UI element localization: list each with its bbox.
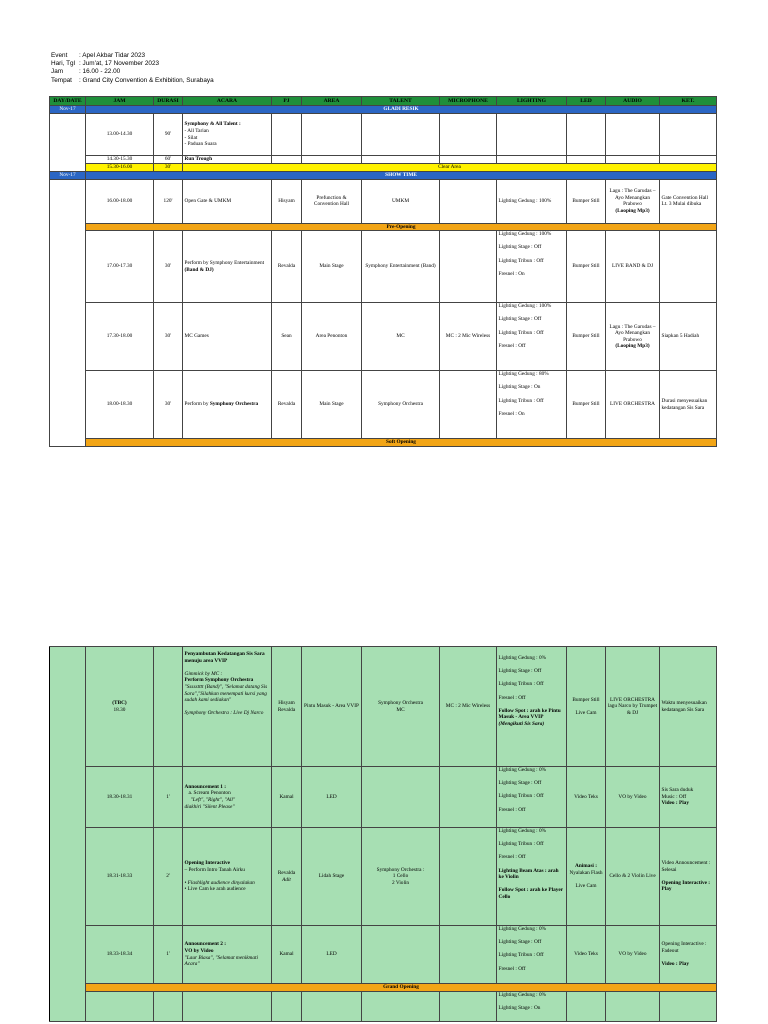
table-row: 15.30-16.00 30' Clear Area bbox=[50, 163, 717, 171]
event-value: : Apel Akbar Tidar 2023 bbox=[79, 52, 146, 59]
col-audio: AUDIO bbox=[606, 97, 660, 106]
day-cell: Nov-17 bbox=[50, 106, 86, 114]
col-jam: JAM bbox=[86, 97, 154, 106]
section-row: Nov-17 SHOW TIME bbox=[50, 171, 717, 179]
section-title: GLADI RESIK bbox=[86, 106, 717, 114]
col-durasi: DURASI bbox=[154, 97, 183, 106]
col-talent: TALENT bbox=[362, 97, 440, 106]
col-ket: KET. bbox=[660, 97, 717, 106]
col-area: AREA bbox=[302, 97, 362, 106]
rundown-table-1 bbox=[49, 96, 717, 447]
place-value: : Grand City Convention & Exhibition, Surabaya bbox=[79, 76, 214, 84]
table-row: 17.30-18.00 30' MC Games Sean Area Penonton MC MC : 2 Mic Wireless Lighting Gedung : 100% Lighting Stage : Off Lighting Tribun : Off Fresnel : Off Bumper Still Lagu : The Garudas – Ayo Menangkan Prabowo (Looping Mp3) Siapkan 5 Hadiah bbox=[50, 303, 717, 371]
section-row bbox=[50, 106, 717, 114]
date-key: Hari, Tgl bbox=[51, 60, 76, 68]
col-lighting: LIGHTING bbox=[497, 97, 567, 106]
col-acara: ACARA bbox=[183, 97, 272, 106]
event-key: Event bbox=[51, 52, 68, 59]
col-microphone: MICROPHONE bbox=[440, 97, 497, 106]
rundown-table-2 bbox=[49, 646, 717, 1022]
event-header bbox=[51, 52, 214, 85]
section-row: Soft Opening bbox=[50, 439, 717, 447]
section-row: Grand Opening bbox=[50, 984, 717, 992]
section-row: Pre-Opening bbox=[50, 223, 717, 231]
table-row: 18.00-18.30 30' Perform by Symphony Orchestra Revalda Main Stage Symphony Orchestra Lighting Gedung : 80% Lighting Stage : On Lighting Tribun : Off Fresnel : On Bumper Still LIVE ORCHESTRA Durasi menyesuaikan kedatangan Sis Sara bbox=[50, 371, 717, 439]
table-row: 17.00-17.30 30' Perform by Symphony Entertainment (Band & DJ) Revalda Main Stage Symphony Entertainment (Band) Lighting Gedung : 100% Lighting Stage : Off Lighting Tribun : Off Fresnel : On Bumper Still LIVE BAND & DJ bbox=[50, 231, 717, 303]
place-key: Tempat bbox=[51, 76, 72, 84]
col-day: DAY/DATE bbox=[50, 97, 86, 106]
time-value: : 16.00 - 22.00 bbox=[79, 68, 121, 76]
table-row: 18.33-18.34 1' Announcement 2 : VO by Video "Laur Biasa", "Selamat menikmati Acara" Kamal LED Lighting Gedung : 0% Lighting Stage : Off Lighting Tribun : Off Fresnel : Off Video Teks VO by Video Opening Interactive : Fadeout Video : Play bbox=[50, 926, 717, 984]
table-row: Lighting Gedung : 0% Lighting Stage : On bbox=[50, 991, 717, 1021]
table-row: 18.31-18.33 2' Opening Interactive – Perform Intro Tanah Airku • Flashlight audience dinyalakan • Live Cam ke arah audience Revalda Adit Lidah Stage Symphony Orchestra : 1 Cello 2 Violin Lighting Gedung : 0% Lighting Tribun : Off Fresnel : Off Lighting Beam Atas : arah ke Violin Follow Spot : arah ke Player Cello Animasi : Nyalakan Flash Live Cam Cello & 2 Violin Live Video Announcement : Selesai Opening Interactive : Play bbox=[50, 828, 717, 926]
col-led: LED bbox=[567, 97, 606, 106]
time-key: Jam bbox=[51, 68, 64, 76]
col-pj: PJ bbox=[272, 97, 302, 106]
table-row: 14.30-15.30 60' Run Trough bbox=[50, 156, 717, 164]
table-row: 18.30-18.31 1' Announcement 1 : a. Scream Penonton "Left", "Right", "All" diakhiri "Silent Please" Kamal LED Lighting Gedung : 0% Lighting Stage : Off Lighting Tribun : Off Fresnel : Off Video Teks VO by Video Sis Sara duduk Music : Off Video : Play bbox=[50, 767, 717, 828]
table-header-row bbox=[50, 97, 717, 106]
table-row: 16.00-18.00 120' Open Gate & UMKM Hisyam Prefunction & Convention Hall UMKM Lighting Gedung : 100% Bumper Still Lagu : The Garudas – Ayo Menangkan Prabowo (Looping Mp3) Gate Convention Hall Lt. 3 Mulai dibuka bbox=[50, 179, 717, 223]
table-row: (TBC) 18.30 Penyambutan Kedatangan Sis Sara menuju area VVIP Gimmick by MC : Perform Symphony Orchestra "Ssssstttt (Band)", "Selamat datang Sis Sara","Silahkan menempati kursi yang sudah kami sediakan" Symphony Orchestra : Live Dj Narco Hisyam Revalda Pintu Masuk - Area VVIP Symphony Orchestra MC MC : 2 Mic Wireless Lighting Gedung : 0% Lighting Stage : Off Lighting Tribun : Off Fresnel : Off Follow Spot : arah ke Pintu Masuk - Area VVIP (Mengikuti Sis Sara) Bumper Still Live Cam LIVE ORCHESTRA lagu Narco by Trumpet & DJ Waktu menyesuaikan kedatangan Sis Sara bbox=[50, 647, 717, 767]
date-value: : Jum'at, 17 November 2023 bbox=[79, 60, 160, 68]
table-row: 13.00-14.30 90' Symphony & All Talent : - All Tarian - Silat - Paduan Suara bbox=[50, 114, 717, 156]
